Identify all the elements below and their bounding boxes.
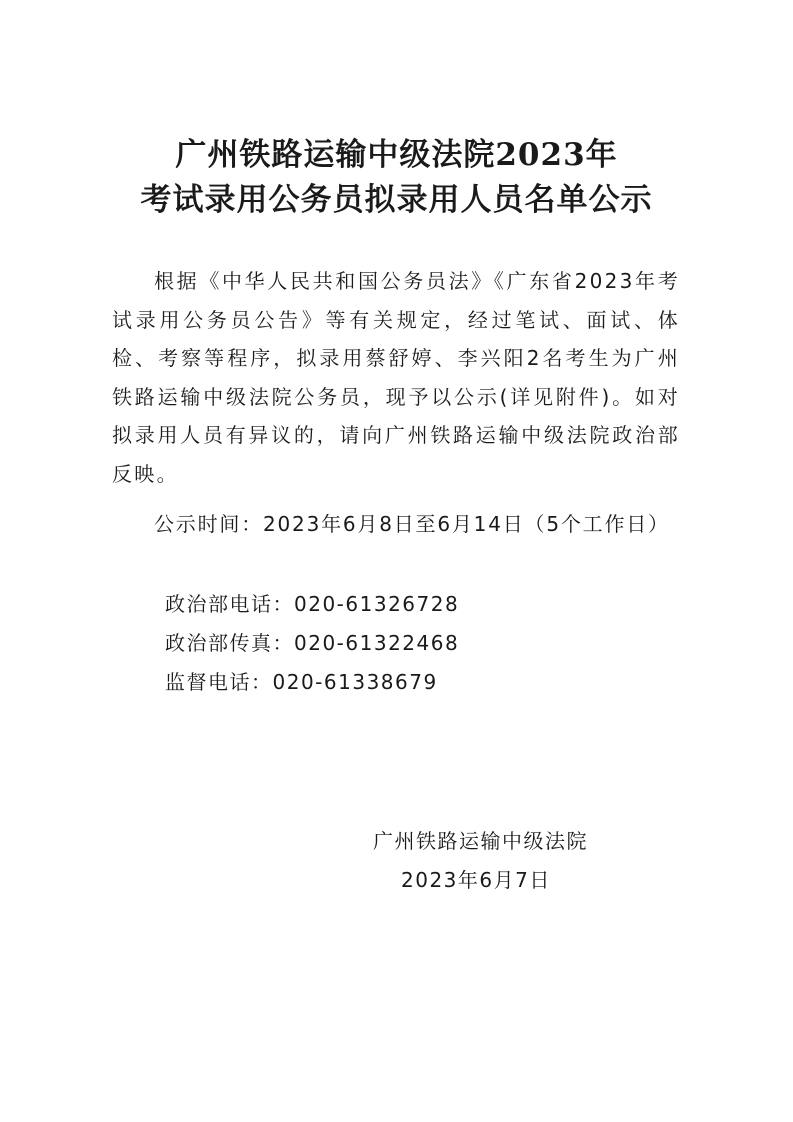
supervision-phone: 监督电话：020-61338679 — [165, 670, 438, 694]
signature-date: 2023年6月7日 — [401, 868, 551, 892]
politics-dept-fax: 政治部传真：020-61322468 — [165, 631, 460, 655]
politics-dept-phone: 政治部电话：020-61326728 — [165, 592, 460, 616]
page-title-line-1: 广州铁路运输中级法院2023年 — [175, 137, 618, 173]
page-title-line-2: 考试录用公务员拟录用人员名单公示 — [140, 182, 653, 218]
announcement-paragraph: 根据《中华人民共和国公务员法》《广东省2023年考试录用公务员公告》等有关规定，经过笔试、面试、体检、考察等程序，拟录用蔡舒婷、李兴阳2名考生为广州铁路运输中级法院公务员，现予以公示(详见附件)。如对拟录用人员有异议的，请向广州铁路运输中级法院政治部反映。 — [112, 269, 680, 486]
signature-organization: 广州铁路运输中级法院 — [373, 829, 588, 853]
publicity-period-paragraph: 公示时间：2023年6月8日至6月14日（5个工作日） — [154, 512, 670, 536]
